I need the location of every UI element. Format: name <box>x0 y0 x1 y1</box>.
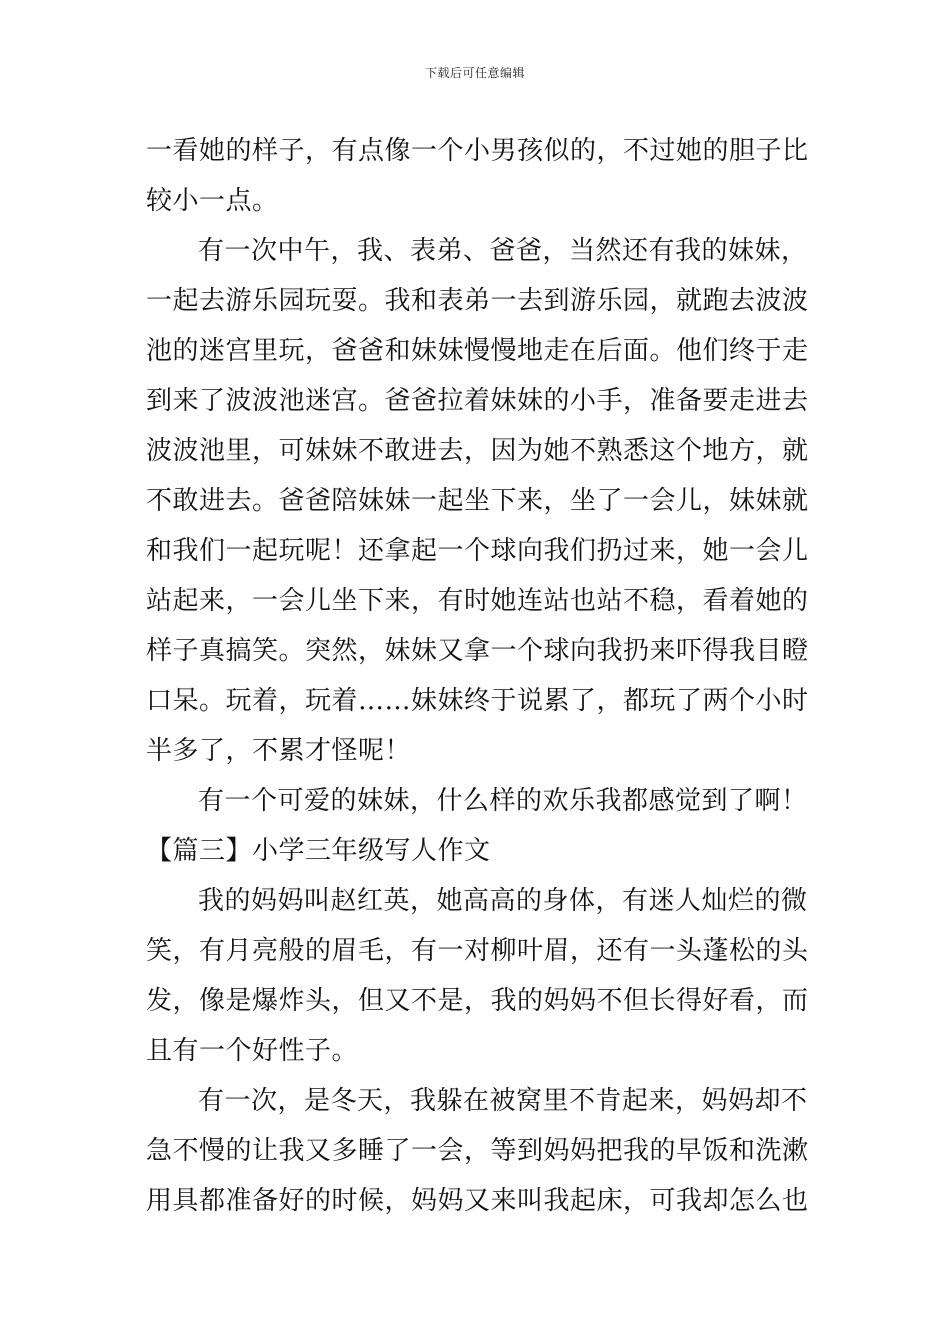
document-body <box>146 126 809 1226</box>
text-line: 【篇三】小学三年级写人作文 <box>146 836 491 866</box>
text-line: 口呆。玩着，玩着……妹妹终于说累了，都玩了两个小时 <box>146 686 809 716</box>
text-line: 我的妈妈叫赵红英，她高高的身体，有迷人灿烂的微 <box>198 886 808 916</box>
text-line: 发，像是爆炸头，但又不是，我的妈妈不但长得好看，而 <box>146 986 809 1016</box>
text-line: 有一次中午，我、表弟、爸爸，当然还有我的妹妹， <box>198 236 808 266</box>
text-line: 半多了，不累才怪呢！ <box>146 736 412 766</box>
text-line: 到来了波波池迷宫。爸爸拉着妹妹的小手，准备要走进去 <box>146 386 809 416</box>
text-line: 有一个可爱的妹妹，什么样的欢乐我都感觉到了啊！ <box>198 786 808 816</box>
text-line: 一看她的样子，有点像一个小男孩似的，不过她的胆子比 <box>146 136 809 166</box>
text-line: 池的迷宫里玩，爸爸和妹妹慢慢地走在后面。他们终于走 <box>146 336 809 366</box>
text-line: 样子真搞笑。突然，妹妹又拿一个球向我扔来吓得我目瞪 <box>146 636 809 666</box>
text-line: 站起来，一会儿坐下来，有时她连站也站不稳，看着她的 <box>146 586 809 616</box>
text-line: 有一次，是冬天，我躲在被窝里不肯起来，妈妈却不 <box>198 1086 808 1116</box>
text-line: 一起去游乐园玩耍。我和表弟一去到游乐园，就跑去波波 <box>146 286 809 316</box>
page-header: 下载后可任意编辑 <box>424 66 525 80</box>
text-line: 较小一点。 <box>146 186 279 216</box>
text-line: 急不慢的让我又多睡了一会，等到妈妈把我的早饭和洗漱 <box>146 1136 809 1166</box>
text-line: 且有一个好性子。 <box>146 1036 359 1066</box>
text-line: 不敢进去。爸爸陪妹妹一起坐下来，坐了一会儿，妹妹就 <box>146 486 809 516</box>
text-line: 和我们一起玩呢！还拿起一个球向我们扔过来，她一会儿 <box>146 536 809 566</box>
text-line: 用具都准备好的时候，妈妈又来叫我起床，可我却怎么也 <box>146 1186 809 1216</box>
text-line: 波波池里，可妹妹不敢进去，因为她不熟悉这个地方，就 <box>146 436 809 466</box>
text-line: 笑，有月亮般的眉毛，有一对柳叶眉，还有一头蓬松的头 <box>146 936 809 966</box>
